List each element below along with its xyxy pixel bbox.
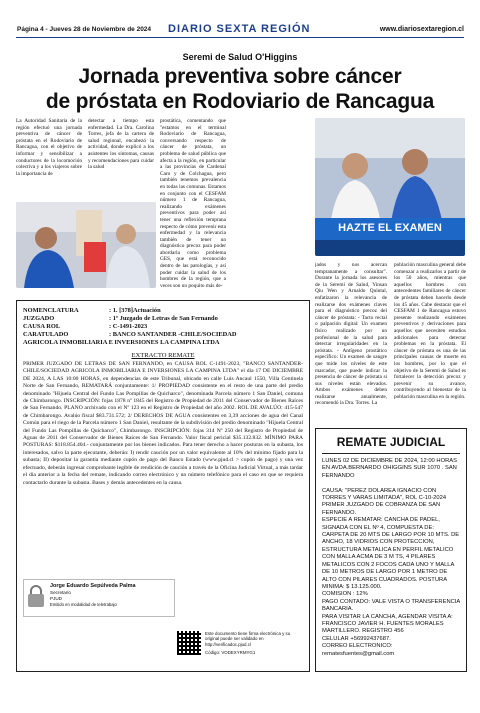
article-column-2: detectar a tiempo esta enfermedad. La Dra. Carolina Torres, jefa de la cartera de salud regional, encabezó la actividad, donde explicó a los asistentes los síntomas, causas y recomendaciones para cuidar la salud xyxy=(88,118,154,171)
signer-note: Emitido en modalidad de teletrabajo xyxy=(50,602,117,607)
legal-row-nomenclatura xyxy=(23,307,303,315)
health-event-photo-icon xyxy=(315,118,465,256)
headline-line-2: de próstata en Rodoviario de Rancagua xyxy=(45,90,435,113)
header-rule xyxy=(16,37,464,38)
legal-row-caratulado xyxy=(23,331,303,339)
page-date: Página 4 - Jueves 28 de Noviembre de 2024 xyxy=(17,26,152,33)
extract-body: PRIMER JUZGADO DE LETRAS DE SAN FERNANDO, en CAUSA ROL C-1491-2023, "BANCO SANTANDER-CHILE/SOCIEDAD AGRICOLA INMOBILIARIA E INVERSIONES LA CAMPINA LTDA" el día 17 DE DICIEMBRE DE 2024, A LAS 10:00 HORAS, en dependencias de este Tribunal, ubicado en calle Luis Ancaul 1550, Villa Centinela Norte de San Fernando, REMATARÁ conjuntamente: 1/ PROPIEDAD consistente en el resto de una parte del predio denominado "Hijuela Central del Fundo Las Pompillas de Quicharco", denominada Parcela número 1 San Daniel, comuna de Chimbarongo. INSCRIPCIÓN: fojas 1878 nº 1845 del Registro de Propiedad de 2011 del Conservador de Bienes Raíces de San Fernando. PLANO archivado con el Nº 123 en el Registro de Propiedad del año 2002. ROL DE AVALÚO: 415-547 de Chimbarongo. Avalúo fiscal $83.731.572; 2/ DERECHOS DE AGUA consistentes en 3,39 acciones de agua del Canal Común para el riego de la Parcela número 1 San Daniel, resultante de la subdivisión del predio denominado "Hijuela Central del Fundo Las Pompillas de Quicharco", Chimbarongo. INSCRIPCIÓN: fojas 314 Nº 250 del Registro de Propiedad de Aguas de 2011 del Conservador de Bienes Raíces de San Fernando. Valor fiscal pericial $35.132.832. MÍNIMO PARA POSTURAS: $118.854.404.- conjuntamente por los bienes indicados. Para tener derecho a hacer posturas en la subasta, los interesados, salvo la parte ejecutante, deberán: I) rendir caución por un valor equivalente al 10% del mínimo fijado para la subasta; II) depositar la garantía mediante cupón de pago del Banco Estado (www.pjud.cl > cupón de pago) y una vez efectuado, deberán ingresar comprobante legible de rendición de caución a través de la Oficina Judicial Virtual, a más tardar el día anterior a la fecha del remate, indicando correo electrónico y un número telefónico para el caso en que se requiera contactarlo durante la subasta. Bases y demás antecedentes en la causa. xyxy=(23,361,303,486)
article-column-3: prostática, comentando que "estamos en el terminal Rodoviario de Rancagua, conversando respecto de cáncer de próstata, un problema de salud pública que afecta a la región, en particular a las provincias de Cardenal Caro y de Colchagua, pero también tenemos prevalencia en todas las comunas. Estamos en conjunto con el CESFAM número 1 de Rancagua, realizando exámenes preventivos para poder así tener una reflexión temprana respecto de cómo prevenir esta enfermedad y la relevancia también de tener un diagnóstico precoz para poder abordarla como problema GES, que está reconocido dentro de las patologías, y así poder cuidar la salud de los hombres de la región, que a veces son un poquito más de- xyxy=(160,118,226,288)
legal-key: CARATULADO xyxy=(23,331,69,338)
signer-role: Secretario xyxy=(50,590,71,595)
signer-name: Jorge Eduardo Sepúlveda Palma xyxy=(50,583,136,589)
legal-row-causa xyxy=(23,323,303,331)
qr-validation-text: Este documento tiene firma electrónica y su original puede ser validado en http://verificadoc.pjud.cl xyxy=(205,631,291,647)
lock-icon xyxy=(27,584,45,610)
legal-value: : 1º Juzgado de Letras de San Fernando xyxy=(109,315,218,322)
article-headline xyxy=(10,64,470,114)
qr-code-label: Código: VODEXYRMYG1 xyxy=(205,650,256,655)
legal-row-juzgado xyxy=(23,315,303,323)
legal-value: : C-1491-2023 xyxy=(109,323,148,330)
photo-banner-text: HAZTE EL EXAMEN xyxy=(338,222,442,234)
legal-notice-box xyxy=(16,300,310,672)
legal-value: : BANCO SANTANDER -CHILE/SOCIEDAD xyxy=(109,331,237,338)
article-column-3b xyxy=(237,118,307,288)
signature-box xyxy=(23,579,175,617)
article-photo-2 xyxy=(315,118,465,256)
legal-key: NOMENCLATURA xyxy=(23,307,79,314)
website-link[interactable]: www.diariosextaregion.cl xyxy=(379,26,464,33)
qr-code-icon[interactable] xyxy=(177,631,201,655)
remate-title: REMATE JUDICIAL xyxy=(336,435,446,449)
legal-caratulado-cont: AGRICOLA INMOBILIARIA E INVERSIONES LA CAMPINA LTDA xyxy=(23,339,220,346)
article-column-1: La Autoridad Sanitaria de la región efectuó una jornada preventiva de cáncer de próstata en el Rodoviario de Rancagua, con el objetivo de informar y sensibilizar a conductores de la locomoción colectiva y a los viajeros sobre la importancia de xyxy=(16,118,82,177)
article-column-5: población masculina general debe comenzar a realizarlos a partir de los 50 años, mientras que aquellos hombres con antecedentes familiares de cáncer de próstata deben hacerlo desde los 45 años. Cabe destacar que el CESFAM 1 de Rancagua estuvo presente realizando exámenes preventivos y derivaciones para aquellos que necesiten estudios adicionales para detectar problemas en la próstata. El cáncer de próstata es una de las principales causas de muerte en los hombres, por lo que el objetivo de la Seremi de Salud es fortalecer la detección precoz y prevenir su avance, contribuyendo al bienestar de la población masculina en la región. xyxy=(394,262,466,400)
extract-title: EXTRACTO REMATE xyxy=(131,352,195,359)
newspaper-name: DIARIO SEXTA REGIÓN xyxy=(168,23,311,35)
headline-line-1: Jornada preventiva sobre cáncer xyxy=(78,65,402,88)
article-column-4: jados y nos acercan tempranamente a consultar". Durante la jornada los asesores de la Seremi de Salud, Yinsan Qiu Wen y Arnaldo Quintal, enfatizaron la relevancia de realizarse dos exámenes claves para el diagnóstico precoz del cáncer de próstata: - Tacto rectal o palpación digital: Un examen físico realizado por un profesional de la salud para detectar irregularidades en la próstata. - Antígeno prostático específico: Un examen de sangre que mide los niveles de este marcador, que puede indicar la presencia de cáncer de próstata si sus niveles están elevados. Ambos exámenes deben realizarse anualmente, recomendó la Dra. Torres. La xyxy=(315,262,387,407)
remate-body: LUNES 02 DE DICIEMBRE DE 2024, 12:00 HORAS EN AVDA.BERNARDO OHIGGINS SUR 1070 . SAN FERNANDO CAUSA: "PEREZ DOLAREA IGNACIO CON TORRES Y VARAS LIMITADA", ROL C-10-2024 PRIMER JUZGADO DE COBRANZA DE SAN FERNANDO. ESPECIE A REMATAR: CANCHA DE PADEL, SIGNADA CON EL Nº 4, COMPUESTA DE: CARPETA DE 20 MTS DE LARGO POR 10 MTS. DE ANCHO, 18 VIDRIOS CON PROTECCION, ESTRUCTURA METALICA EN PERFIL METALICO CON MALLA ACMA DE 3 M TS, 4 PILARES METALICOS CON 2 FOCOS CADA UNO Y MALLA DE 10 METROS DE LARGO POR 1 METRO DE ALTO CON PILARES CUADRADOS. POSTURA MINIMA: $ 13.125.000. COMISION : 12% PAGO CONTADO: VALE VISTA O TRANSFERENCIA BANCARIA. PARA VISITAR LA CANCHA, AGENDAR VISITA A: FRANCISCO JAVIER H. FUENTES MORALES MARTILLERO. REGISTRO 456 CELULAR +56992437687. CORREO ELECTRONICO: rematesfuentes@gmail.com xyxy=(322,458,460,657)
legal-key: CAUSA ROL xyxy=(23,323,61,330)
legal-value: : 1. [378]Actuación xyxy=(109,307,161,314)
legal-key: JUZGADO xyxy=(23,315,55,322)
people-photo-icon xyxy=(16,202,156,288)
remate-judicial-box xyxy=(315,428,467,672)
article-photo-1 xyxy=(16,202,156,288)
remate-divider xyxy=(322,453,460,454)
signer-court: PJUD xyxy=(50,596,62,601)
article-kicker: Seremi de Salud O'Higgins xyxy=(182,52,298,62)
